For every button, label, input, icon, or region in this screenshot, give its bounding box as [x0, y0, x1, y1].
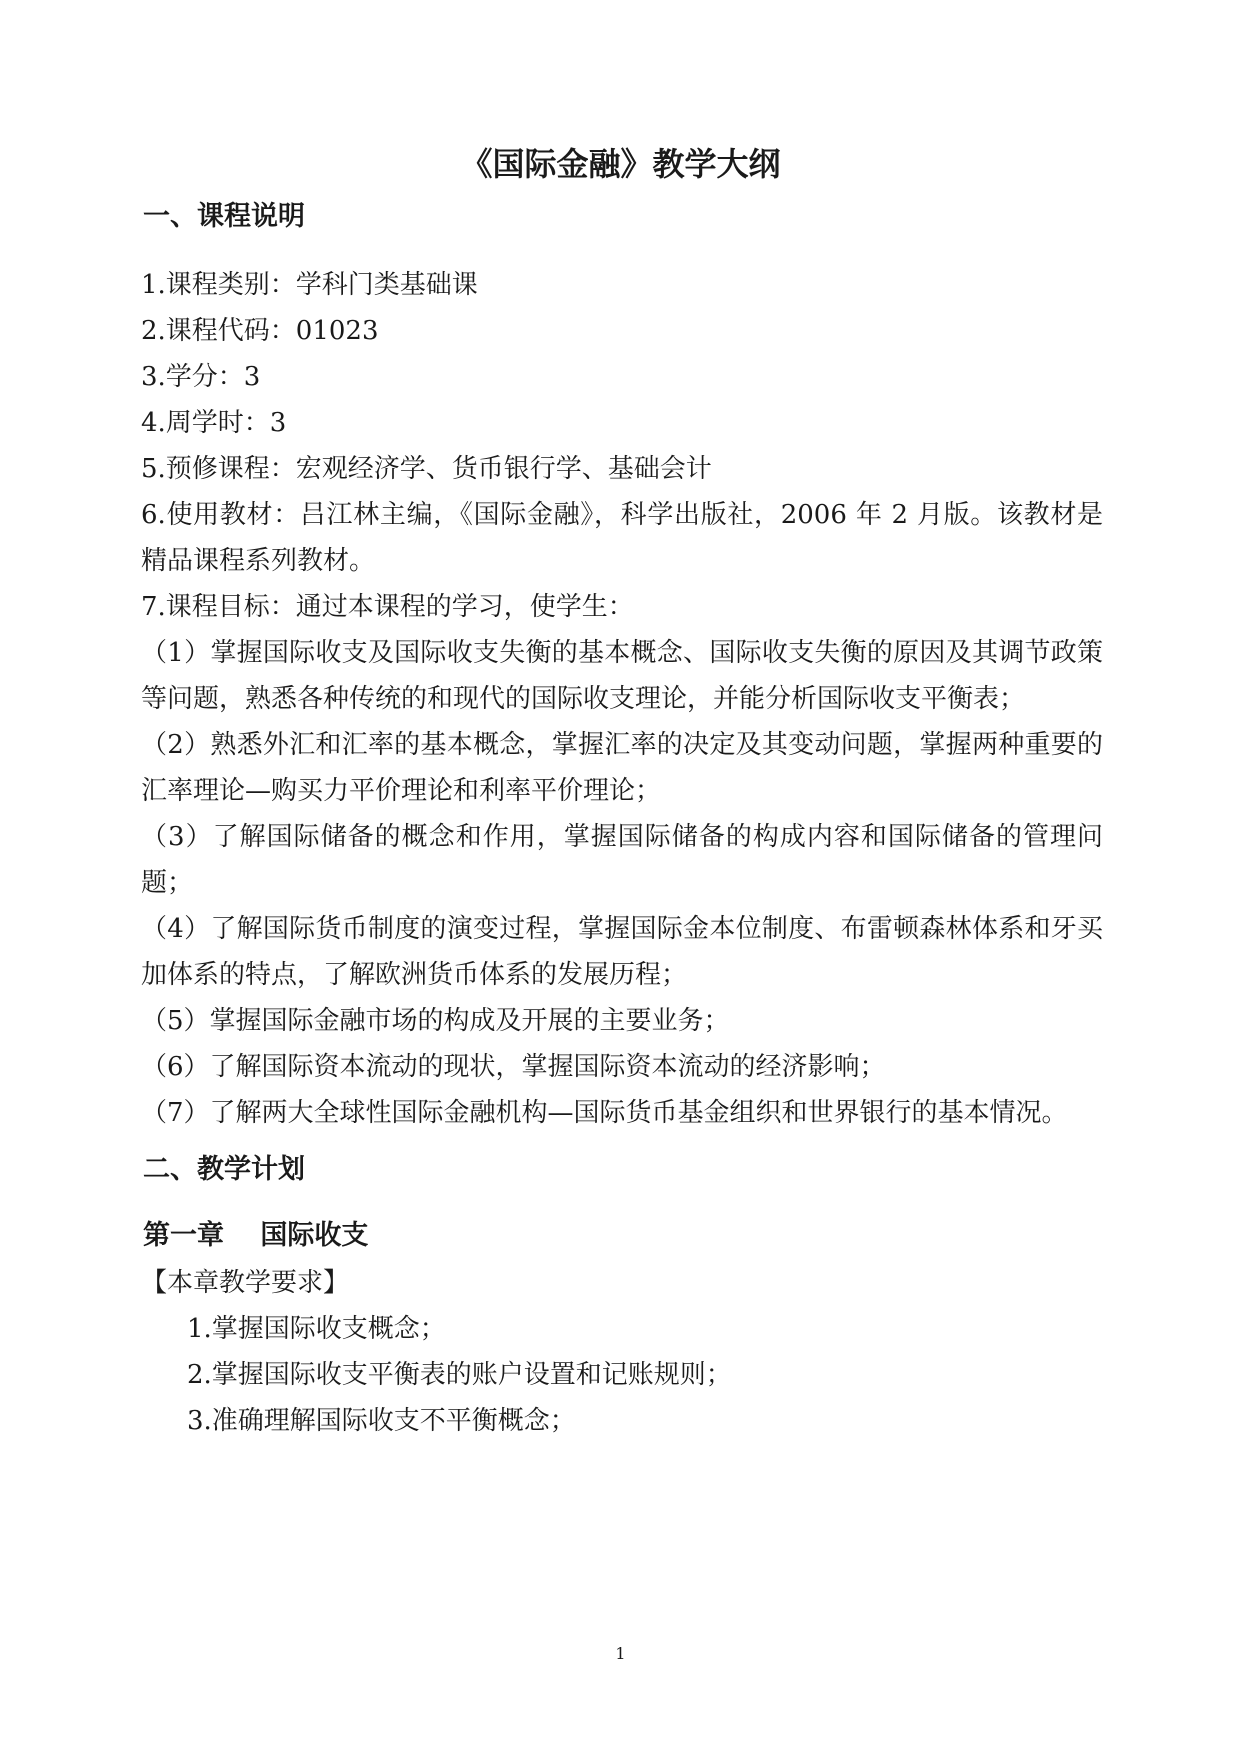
weekly-hours: 4.周学时：3: [141, 408, 287, 438]
textbook: 6.使用教材：吕江林主编，《国际金融》，科学出版社，2006 年 2 月版。该教材是精品课程系列教材。: [141, 500, 1103, 576]
goal-item-2: （2）熟悉外汇和汇率的基本概念，掌握汇率的决定及其变动问题，掌握两种重要的汇率理论—购买力平价理论和利率平价理论；: [141, 730, 1103, 806]
requirements-label: 【本章教学要求】: [141, 1268, 350, 1298]
goal-item-7: （7）了解两大全球性国际金融机构—国际货币基金组织和世界银行的基本情况。: [141, 1098, 1068, 1128]
goal-item-3: （3）了解国际储备的概念和作用，掌握国际储备的构成内容和国际储备的管理问题；: [141, 822, 1103, 898]
section-heading-teaching-plan: 二、教学计划: [143, 1154, 305, 1185]
course-code: 2.课程代码：01023: [141, 316, 379, 346]
requirement-item-2: 2.掌握国际收支平衡表的账户设置和记账规则；: [187, 1360, 732, 1390]
page-number: 1: [615, 1644, 626, 1663]
requirement-item-3: 3.准确理解国际收支不平衡概念；: [187, 1406, 576, 1436]
goal-item-6: （6）了解国际资本流动的现状，掌握国际资本流动的经济影响；: [141, 1052, 886, 1082]
chapter-requirements: [141, 1260, 1103, 1444]
course-credits: 3.学分：3: [141, 362, 261, 392]
document-title: 《国际金融》教学大纲: [460, 145, 781, 183]
goal-item-1: （1）掌握国际收支及国际收支失衡的基本概念、国际收支失衡的原因及其调节政策等问题，熟悉各种传统的和现代的国际收支理论，并能分析国际收支平衡表；: [141, 638, 1103, 714]
section-heading-course-description: 一、课程说明: [143, 201, 305, 232]
course-goals: 7.课程目标：通过本课程的学习，使学生：: [141, 592, 634, 622]
course-description-list: [141, 262, 1103, 1136]
chapter-heading: 第一章 国际收支: [143, 1220, 369, 1251]
prerequisite-courses: 5.预修课程：宏观经济学、货币银行学、基础会计: [141, 454, 712, 484]
requirement-item-1: 1.掌握国际收支概念；: [187, 1314, 446, 1344]
goal-item-5: （5）掌握国际金融市场的构成及开展的主要业务；: [141, 1006, 730, 1036]
course-category: 1.课程类别：学科门类基础课: [141, 270, 478, 300]
goal-item-4: （4）了解国际货币制度的演变过程，掌握国际金本位制度、布雷顿森林体系和牙买加体系的特点，了解欧洲货币体系的发展历程；: [141, 914, 1103, 990]
